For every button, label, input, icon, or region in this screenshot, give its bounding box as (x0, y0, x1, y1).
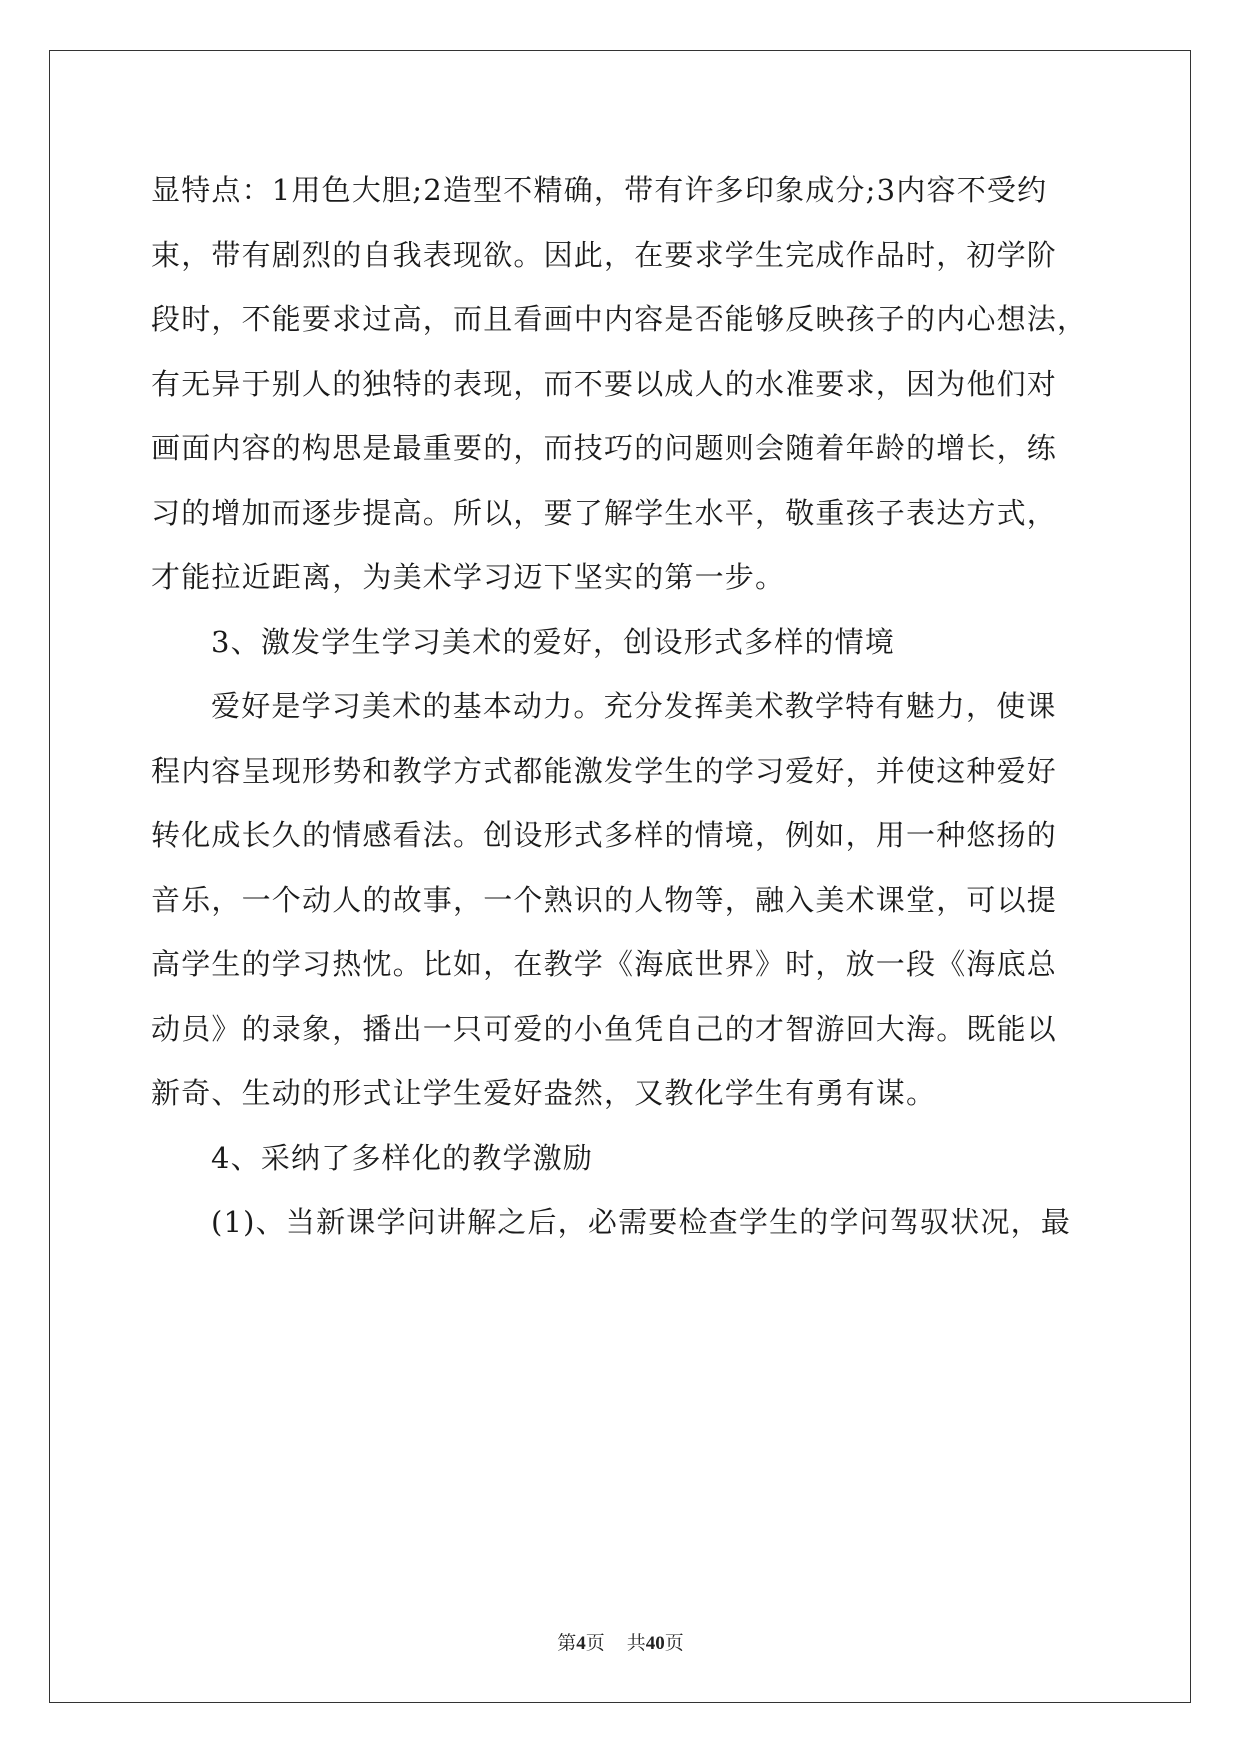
total-suffix: 页 (664, 1633, 684, 1654)
text-line: 程内容呈现形势和教学方式都能激发学生的学习爱好，并使这种爱好 (151, 753, 1058, 788)
page-number: 4 (576, 1633, 586, 1654)
page-suffix: 页 (585, 1633, 605, 1654)
text-line: 束，带有剧烈的自我表现欲。因此，在要求学生完成作品时，初学阶 (151, 237, 1058, 272)
section-heading: 4、采纳了多样化的教学激励 (211, 1140, 594, 1175)
text-line: 习的增加而逐步提高。所以，要了解学生水平，敬重孩子表达方式， (151, 495, 1058, 530)
text-line: 动员》的录象，播出一只可爱的小鱼凭自己的才智游回大海。既能以 (151, 1011, 1058, 1046)
text-line: 画面内容的构思是最重要的，而技巧的问题则会随着年龄的增长，练 (151, 431, 1058, 465)
text-line: 转化成长久的情感看法。创设形式多样的情境，例如，用一种悠扬的 (151, 818, 1058, 852)
text-line: 有无异于别人的独特的表现，而不要以成人的水准要求，因为他们对 (151, 366, 1058, 401)
text-line: (1)、当新课学问讲解之后，必需要检查学生的学问驾驭状况，最 (211, 1205, 1072, 1239)
section-heading: 3、激发学生学习美术的爱好，创设形式多样的情境 (211, 624, 896, 659)
text-line: 爱好是学习美术的基本动力。充分发挥美术教学特有魅力，使课 (211, 689, 1057, 723)
text-line: 段时，不能要求过高，而且看画中内容是否能够反映孩子的内心想法， (151, 302, 1088, 336)
body-text (151, 158, 1096, 1255)
text-line: 才能拉近距离，为美术学习迈下坚实的第一步。 (151, 560, 786, 594)
page-footer (0, 1628, 1241, 1655)
text-line: 新奇、生动的形式让学生爱好盎然，又教化学生有勇有谋。 (151, 1076, 937, 1110)
text-line: 显特点：1用色大胆;2造型不精确，带有许多印象成分;3内容不受约 (151, 173, 1048, 207)
total-pages: 40 (645, 1633, 665, 1654)
text-line: 音乐，一个动人的故事，一个熟识的人物等，融入美术课堂，可以提 (151, 882, 1058, 917)
total-prefix: 共 (626, 1633, 646, 1654)
text-line: 高学生的学习热忱。比如，在教学《海底世界》时，放一段《海底总 (151, 947, 1058, 981)
page-prefix: 第 (557, 1633, 577, 1654)
